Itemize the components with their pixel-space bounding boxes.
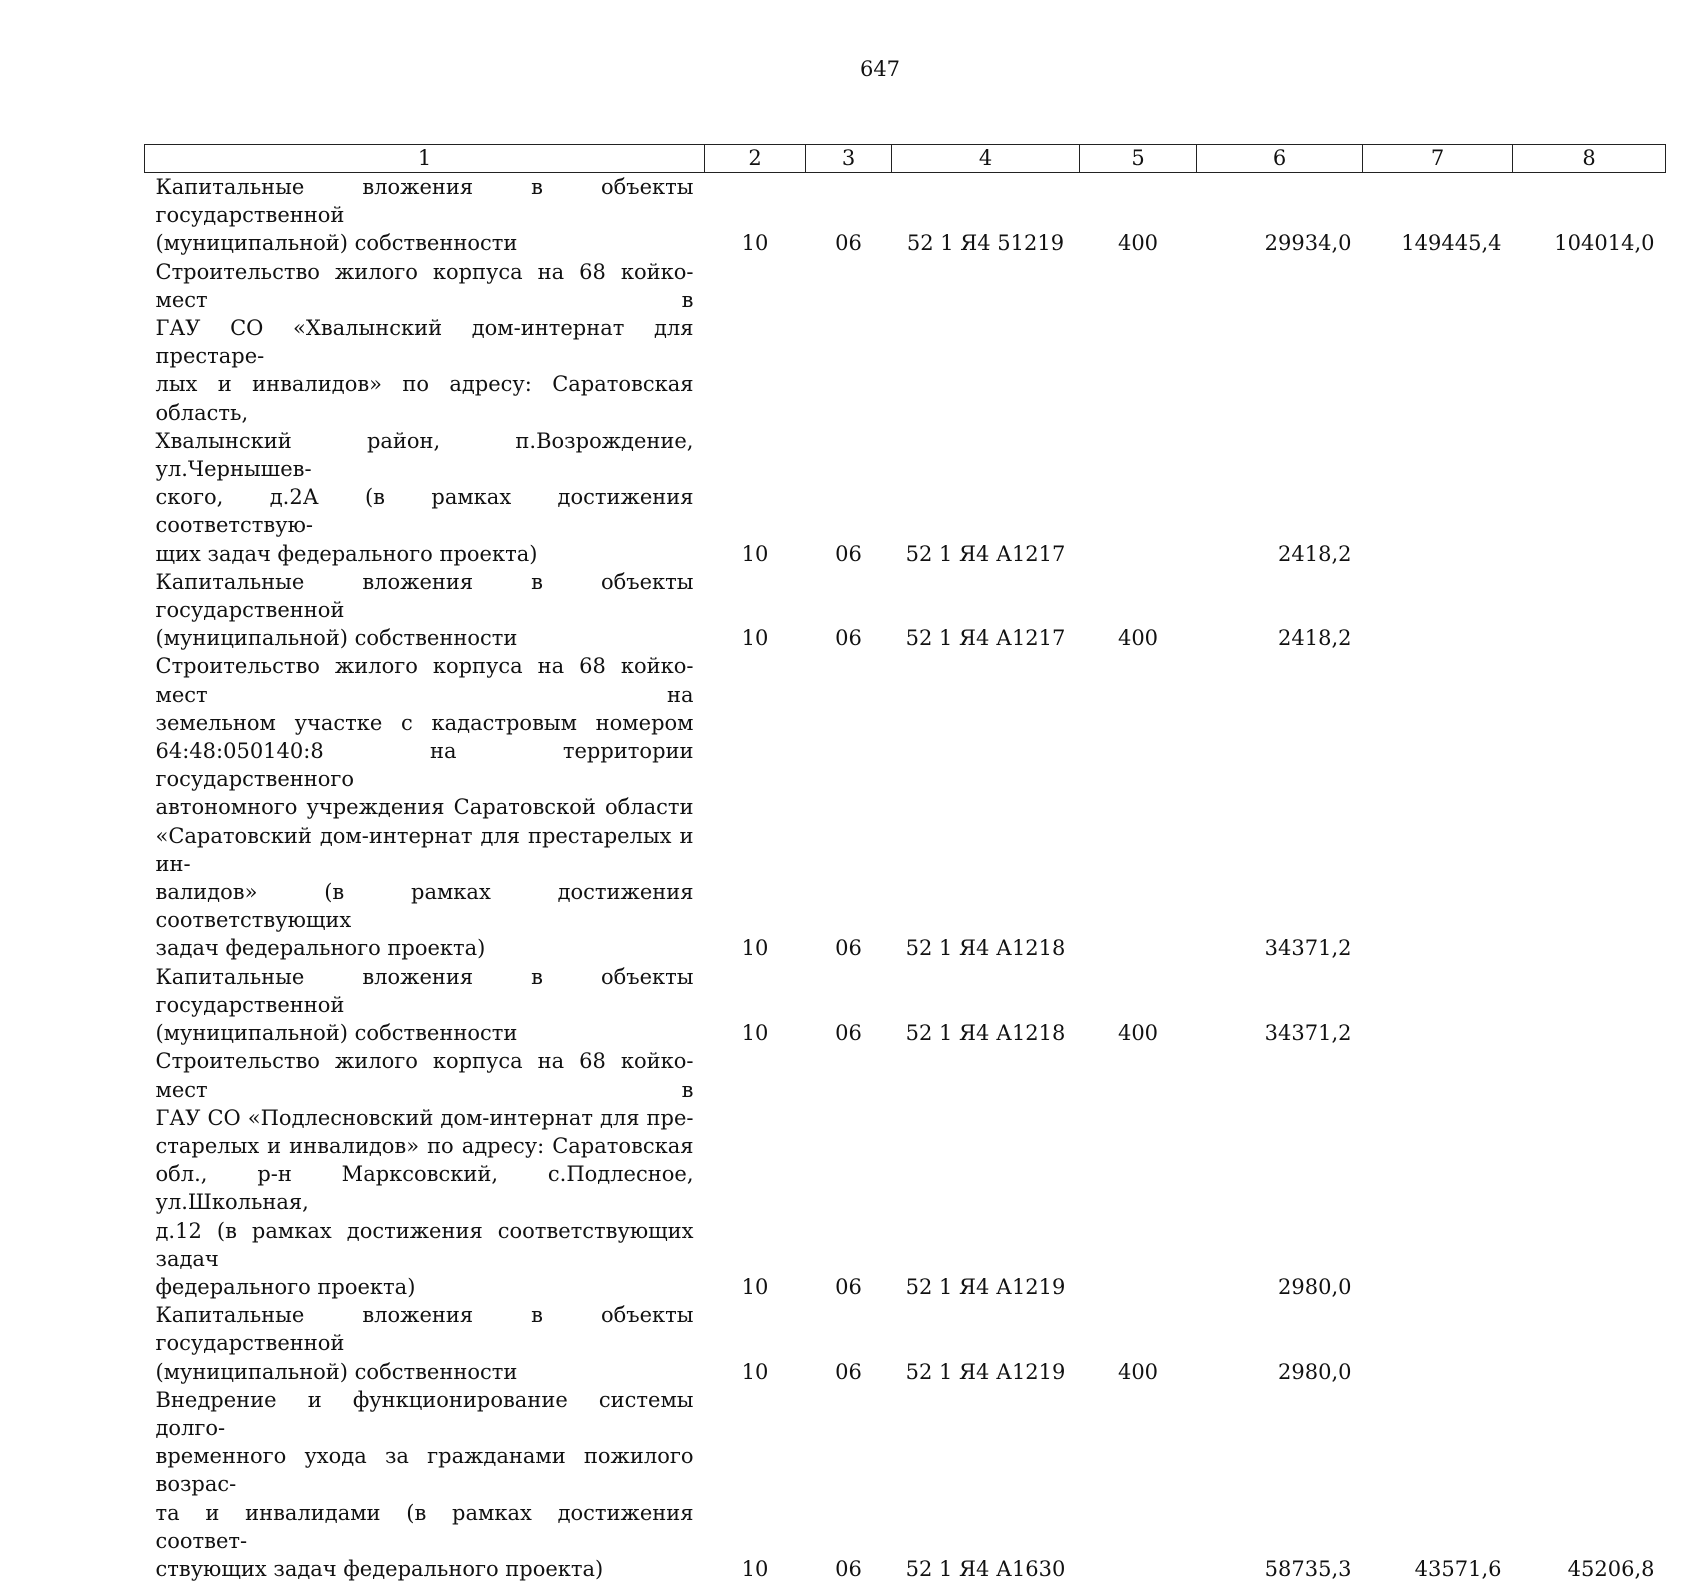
expense-type-code: 400	[1080, 568, 1197, 653]
description-line: «Саратовский дом-интернат для престарелых и ин-	[156, 822, 694, 878]
column-header-1: 1	[145, 145, 705, 173]
description-line: обл., р-н Марксовский, с.Подлесное, ул.Школьная,	[156, 1160, 694, 1216]
column-header-6: 6	[1197, 145, 1363, 173]
subsection-code: 06	[806, 1301, 892, 1386]
amount-col-8	[1513, 568, 1666, 653]
target-article-code: 52 1 Я4 А1219	[892, 1301, 1080, 1386]
amount-col-7	[1363, 1301, 1513, 1386]
description-line: земельном участке с кадастровым номером	[156, 709, 694, 737]
expense-type-code	[1080, 1386, 1197, 1583]
target-article-code: 52 1 Я4 А1217	[892, 568, 1080, 653]
target-article-code: 52 1 Я4 А1219	[892, 1047, 1080, 1301]
amount-col-6: 2418,2	[1197, 568, 1363, 653]
row-description	[145, 173, 705, 258]
amount-col-6: 34371,2	[1197, 652, 1363, 962]
section-code: 10	[705, 258, 806, 568]
description-line: ствующих задач федерального проекта)	[156, 1555, 694, 1583]
column-header-4: 4	[892, 145, 1080, 173]
description-line: Капитальные вложения в объекты государственной	[156, 173, 694, 229]
description-line: автономного учреждения Саратовской области	[156, 793, 694, 821]
row-description	[145, 258, 705, 568]
description-line: Строительство жилого корпуса на 68 койко-мест в	[156, 1047, 694, 1103]
column-header-7: 7	[1363, 145, 1513, 173]
amount-col-7: 43571,6	[1363, 1386, 1513, 1583]
description-line: (муниципальной) собственности	[156, 624, 694, 652]
table-row	[145, 568, 1666, 653]
budget-table	[144, 144, 1666, 1583]
description-line: Строительство жилого корпуса на 68 койко-мест в	[156, 258, 694, 314]
expense-type-code	[1080, 258, 1197, 568]
subsection-code: 06	[806, 963, 892, 1048]
description-line: щих задач федерального проекта)	[156, 540, 694, 568]
description-line: ского, д.2А (в рамках достижения соответствую-	[156, 483, 694, 539]
row-description	[145, 1386, 705, 1583]
amount-col-6: 2980,0	[1197, 1047, 1363, 1301]
amount-col-6: 29934,0	[1197, 173, 1363, 258]
subsection-code: 06	[806, 258, 892, 568]
description-line: (муниципальной) собственности	[156, 229, 694, 257]
row-description	[145, 652, 705, 962]
description-line: валидов» (в рамках достижения соответствующих	[156, 878, 694, 934]
amount-col-8	[1513, 1301, 1666, 1386]
amount-col-7	[1363, 963, 1513, 1048]
column-header-5: 5	[1080, 145, 1197, 173]
target-article-code: 52 1 Я4 А1217	[892, 258, 1080, 568]
amount-col-8	[1513, 1047, 1666, 1301]
description-line: ГАУ СО «Хвалынский дом-интернат для престаре-	[156, 314, 694, 370]
column-header-8: 8	[1513, 145, 1666, 173]
table-row	[145, 1386, 1666, 1583]
subsection-code: 06	[806, 1386, 892, 1583]
amount-col-8: 104014,0	[1513, 173, 1666, 258]
table-row	[145, 963, 1666, 1048]
row-description	[145, 1047, 705, 1301]
description-line: (муниципальной) собственности	[156, 1019, 694, 1047]
subsection-code: 06	[806, 652, 892, 962]
description-line: Капитальные вложения в объекты государственной	[156, 963, 694, 1019]
amount-col-7	[1363, 652, 1513, 962]
table-row	[145, 652, 1666, 962]
description-line: 64:48:050140:8 на территории государственного	[156, 737, 694, 793]
amount-col-8	[1513, 963, 1666, 1048]
amount-col-6: 58735,3	[1197, 1386, 1363, 1583]
row-description	[145, 1301, 705, 1386]
subsection-code: 06	[806, 173, 892, 258]
expense-type-code: 400	[1080, 963, 1197, 1048]
subsection-code: 06	[806, 568, 892, 653]
amount-col-6: 34371,2	[1197, 963, 1363, 1048]
page-number: 647	[0, 57, 1697, 81]
description-line: временного ухода за гражданами пожилого возрас-	[156, 1442, 694, 1498]
expense-type-code	[1080, 652, 1197, 962]
description-line: Хвалынский район, п.Возрождение, ул.Чернышев-	[156, 427, 694, 483]
amount-col-6: 2980,0	[1197, 1301, 1363, 1386]
expense-type-code	[1080, 1047, 1197, 1301]
description-line: Внедрение и функционирование системы долго-	[156, 1386, 694, 1442]
table-row	[145, 1047, 1666, 1301]
description-line: д.12 (в рамках достижения соответствующих задач	[156, 1217, 694, 1273]
description-line: та и инвалидами (в рамках достижения соответ-	[156, 1499, 694, 1555]
header-row	[145, 145, 1666, 173]
amount-col-8	[1513, 652, 1666, 962]
description-line: Капитальные вложения в объекты государственной	[156, 1301, 694, 1357]
table-row	[145, 173, 1666, 258]
description-line: задач федерального проекта)	[156, 934, 694, 962]
section-code: 10	[705, 963, 806, 1048]
description-line: старелых и инвалидов» по адресу: Саратовская	[156, 1132, 694, 1160]
description-line: федерального проекта)	[156, 1273, 694, 1301]
column-header-2: 2	[705, 145, 806, 173]
amount-col-7	[1363, 258, 1513, 568]
subsection-code: 06	[806, 1047, 892, 1301]
section-code: 10	[705, 1047, 806, 1301]
target-article-code: 52 1 Я4 А1218	[892, 652, 1080, 962]
amount-col-7	[1363, 1047, 1513, 1301]
expense-type-code: 400	[1080, 173, 1197, 258]
table-row	[145, 258, 1666, 568]
target-article-code: 52 1 Я4 А1218	[892, 963, 1080, 1048]
section-code: 10	[705, 1386, 806, 1583]
description-line: лых и инвалидов» по адресу: Саратовская область,	[156, 370, 694, 426]
amount-col-8	[1513, 258, 1666, 568]
section-code: 10	[705, 173, 806, 258]
amount-col-7	[1363, 568, 1513, 653]
description-line: ГАУ СО «Подлесновский дом-интернат для пре-	[156, 1104, 694, 1132]
column-header-3: 3	[806, 145, 892, 173]
amount-col-6: 2418,2	[1197, 258, 1363, 568]
target-article-code: 52 1 Я4 А1630	[892, 1386, 1080, 1583]
description-line: Строительство жилого корпуса на 68 койко-мест на	[156, 652, 694, 708]
section-code: 10	[705, 652, 806, 962]
amount-col-7: 149445,4	[1363, 173, 1513, 258]
section-code: 10	[705, 1301, 806, 1386]
description-line: Капитальные вложения в объекты государственной	[156, 568, 694, 624]
description-line: (муниципальной) собственности	[156, 1358, 694, 1386]
table-body	[145, 173, 1666, 1583]
expense-type-code: 400	[1080, 1301, 1197, 1386]
section-code: 10	[705, 568, 806, 653]
table-row	[145, 1301, 1666, 1386]
row-description	[145, 963, 705, 1048]
row-description	[145, 568, 705, 653]
amount-col-8: 45206,8	[1513, 1386, 1666, 1583]
target-article-code: 52 1 Я4 51219	[892, 173, 1080, 258]
